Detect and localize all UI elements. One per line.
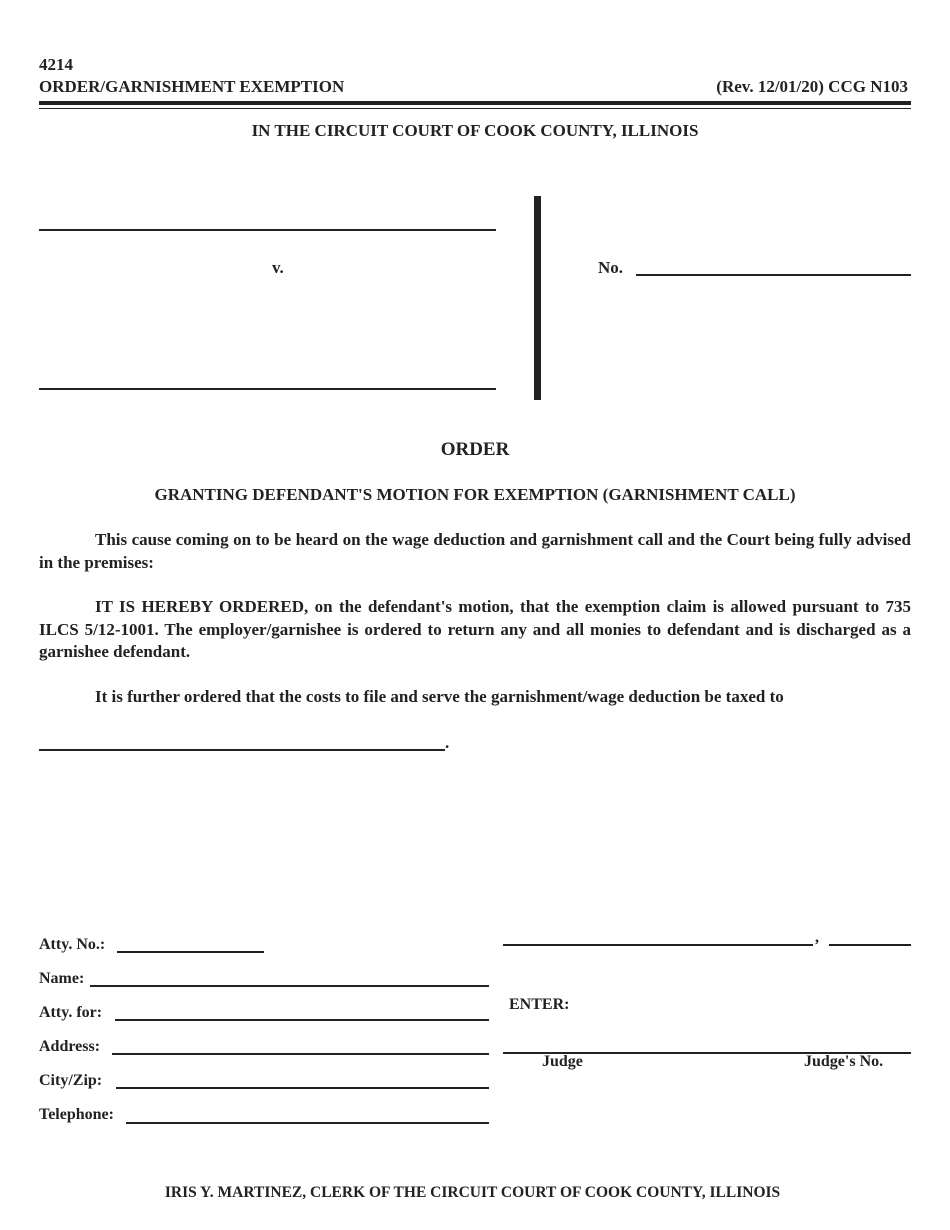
date-comma: , <box>815 929 819 946</box>
date-line[interactable] <box>503 944 813 946</box>
caption-divider <box>534 196 541 400</box>
defendant-line[interactable] <box>39 388 496 390</box>
name-line[interactable] <box>90 985 489 987</box>
name-label: Name: <box>39 970 85 987</box>
atty-for-label: Atty. for: <box>39 1004 103 1021</box>
order-subtitle: GRANTING DEFENDANT'S MOTION FOR EXEMPTION (GARNISHMENT CALL) <box>154 485 796 504</box>
judge-label: Judge <box>542 1053 583 1070</box>
enter-label: ENTER: <box>509 996 570 1013</box>
atty-for-line[interactable] <box>115 1019 489 1021</box>
order-paragraph-3: It is further ordered that the costs to file and serve the garnishment/wage deduction be taxed to <box>95 687 784 706</box>
atty-no-line[interactable] <box>117 951 264 953</box>
form-title: ORDER/GARNISHMENT EXEMPTION <box>39 77 345 96</box>
city-zip-label: City/Zip: <box>39 1072 103 1089</box>
judge-number-label: Judge's No. <box>804 1053 884 1070</box>
clerk-footer: IRIS Y. MARTINEZ, CLERK OF THE CIRCUIT COURT OF COOK COUNTY, ILLINOIS <box>164 1184 781 1201</box>
telephone-line[interactable] <box>126 1122 489 1124</box>
order-paragraph-2: IT IS HEREBY ORDERED, on the defendant's motion, that the exemption claim is allowed pursuant to 735 ILCS 5/12-1001. The employer/garnishee is ordered to return any and all monies to defendant and is discharged as a garnishee defendant. <box>39 597 911 661</box>
versus-label: v. <box>272 258 284 277</box>
atty-no-label: Atty. No.: <box>39 936 106 953</box>
form-revision: (Rev. 12/01/20) CCG N103 <box>716 77 908 96</box>
order-paragraph-1: This cause coming on to be heard on the wage deduction and garnishment call and the Court being fully advised in the premises: <box>39 530 911 572</box>
taxed-to-period: . <box>445 733 450 752</box>
city-zip-line[interactable] <box>116 1087 489 1089</box>
form-number: 4214 <box>39 55 73 74</box>
address-label: Address: <box>39 1038 101 1055</box>
case-number-label: No. <box>598 258 624 277</box>
taxed-to-line[interactable] <box>39 749 445 751</box>
header-rule-thin <box>39 108 911 109</box>
plaintiff-line[interactable] <box>39 229 496 231</box>
court-title: IN THE CIRCUIT COURT OF COOK COUNTY, ILLINOIS <box>251 121 699 140</box>
address-line[interactable] <box>112 1053 489 1055</box>
year-line[interactable] <box>829 944 911 946</box>
telephone-label: Telephone: <box>39 1106 114 1123</box>
order-title: ORDER <box>440 439 510 460</box>
case-number-line[interactable] <box>636 274 911 276</box>
header-rule-thick <box>39 101 911 105</box>
